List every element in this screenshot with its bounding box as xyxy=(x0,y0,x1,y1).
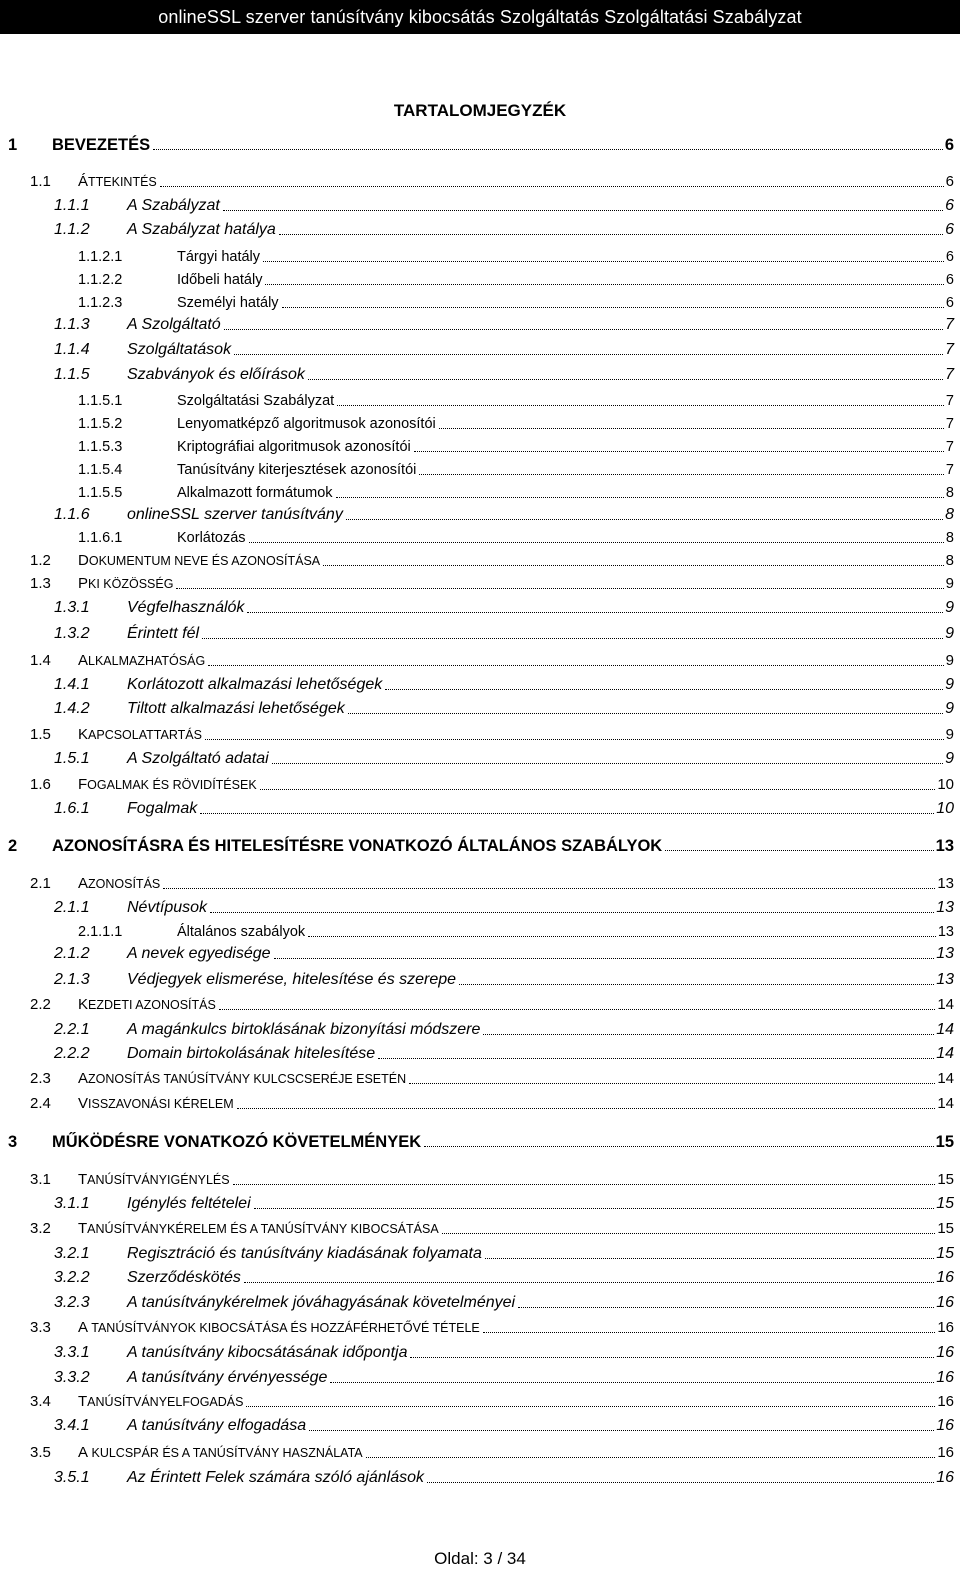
toc-entry[interactable] xyxy=(78,483,954,503)
toc-dot-leader xyxy=(424,1146,934,1147)
toc-dot-leader xyxy=(265,284,943,285)
toc-entry-number: 1.1.6.1 xyxy=(78,530,123,546)
toc-entry-page: 16 xyxy=(937,1393,954,1410)
toc-entry-title: Tárgyi hatály xyxy=(177,249,261,265)
toc-entry[interactable] xyxy=(30,172,954,192)
toc-entry[interactable] xyxy=(54,1194,954,1214)
toc-entry-title: A Szolgáltató xyxy=(127,316,221,333)
toc-entry[interactable] xyxy=(30,551,954,571)
toc-entry-title: Végfelhasználók xyxy=(127,599,245,616)
toc-entry-number: 2.4 xyxy=(30,1095,51,1112)
toc-entry-number: 2.3 xyxy=(30,1070,51,1087)
toc-dot-leader xyxy=(485,1258,934,1259)
toc-entry-title: Alkalmazott formátumok xyxy=(177,485,333,501)
toc-dot-leader xyxy=(427,1482,934,1483)
toc-entry-number: 3.3.2 xyxy=(54,1369,90,1386)
toc-entry-number: 1.1.6 xyxy=(54,506,90,523)
toc-entry-number: 2.1.2 xyxy=(54,945,90,962)
toc-entry-number: 1.4.2 xyxy=(54,700,90,717)
toc-entry[interactable] xyxy=(30,1392,954,1412)
toc-entry[interactable] xyxy=(78,414,954,434)
toc-entry-title: A magánkulcs birtoklásának bizonyítási módszere xyxy=(127,1021,481,1038)
toc-dot-leader xyxy=(378,1058,934,1059)
toc-entry-title: Érintett fél xyxy=(127,625,200,642)
toc-entry-number: 3.5.1 xyxy=(54,1469,90,1486)
toc-entry-title: Fogalmak xyxy=(127,800,198,817)
toc-entry-page: 6 xyxy=(945,272,954,288)
toc-dot-leader xyxy=(233,1184,936,1185)
toc-entry[interactable] xyxy=(54,624,954,644)
toc-dot-leader xyxy=(263,261,944,262)
toc-dot-leader xyxy=(518,1307,934,1308)
toc-entry[interactable] xyxy=(54,944,954,964)
toc-entry[interactable] xyxy=(30,1219,954,1239)
toc-entry[interactable] xyxy=(54,1268,954,1288)
toc-entry[interactable] xyxy=(54,699,954,719)
toc-entry-number: 3.2.3 xyxy=(54,1294,90,1311)
toc-entry[interactable] xyxy=(8,1132,954,1152)
toc-entry-title: MŰKÖDÉSRE VONATKOZÓ KÖVETELMÉNYEK xyxy=(52,1133,422,1151)
toc-entry-title: Kriptográfiai algoritmusok azonosítói xyxy=(177,439,411,455)
toc-entry-title: Igénylés feltételei xyxy=(127,1195,251,1212)
toc-entry-page: 15 xyxy=(936,1245,954,1262)
toc-entry-number: 2.1.1.1 xyxy=(78,924,123,940)
toc-entry-page: 9 xyxy=(945,652,954,669)
toc-entry-number: 1.1.4 xyxy=(54,341,90,358)
toc-entry-number: 1.1.5.4 xyxy=(78,462,123,478)
toc-entry-title: ÁTTEKINTÉS xyxy=(78,173,157,190)
document-header-title: onlineSSL szerver tanúsítvány kibocsátás Szolgáltatás Szolgáltatási Szabályzat xyxy=(158,6,802,27)
toc-entry[interactable] xyxy=(54,220,954,240)
toc-dot-leader xyxy=(210,912,934,913)
toc-entry-title: KEZDETI AZONOSÍTÁS xyxy=(78,996,216,1013)
toc-entry[interactable] xyxy=(54,598,954,618)
toc-entry-number: 2.2.2 xyxy=(54,1045,90,1062)
toc-entry[interactable] xyxy=(54,799,954,819)
toc-entry-page: 6 xyxy=(945,197,954,214)
toc-entry[interactable] xyxy=(30,995,954,1015)
toc-dot-leader xyxy=(665,850,933,851)
toc-entry[interactable] xyxy=(54,1020,954,1040)
toc-entry-page: 16 xyxy=(937,1319,954,1336)
toc-entry-page: 6 xyxy=(945,173,954,190)
toc-dot-leader xyxy=(208,665,943,666)
toc-entry-page: 16 xyxy=(936,1469,954,1486)
toc-dot-leader xyxy=(308,936,936,937)
toc-entry-page: 16 xyxy=(937,1444,954,1461)
toc-entry[interactable] xyxy=(54,1244,954,1264)
toc-entry[interactable] xyxy=(78,460,954,480)
toc-entry-title: Szabványok és előírások xyxy=(127,366,305,383)
toc-entry-number: 3.3.1 xyxy=(54,1344,90,1361)
document-header xyxy=(0,0,960,34)
toc-entry-title: A tanúsítvány kibocsátásának időpontja xyxy=(127,1344,408,1361)
toc-entry-number: 1.1 xyxy=(30,173,51,190)
toc-entry-title: Szolgáltatások xyxy=(127,341,232,358)
toc-entry-number: 3.2.1 xyxy=(54,1245,90,1262)
toc-entry[interactable] xyxy=(78,270,954,290)
page-number: Oldal: 3 / 34 xyxy=(434,1549,526,1568)
toc-entry-title: Regisztráció és tanúsítvány kiadásának folyamata xyxy=(127,1245,482,1262)
toc-entry-title: A tanúsítvány elfogadása xyxy=(127,1417,307,1434)
toc-dot-leader xyxy=(219,1009,936,1010)
toc-entry-page: 8 xyxy=(945,485,954,501)
toc-entry-page: 15 xyxy=(937,1171,954,1188)
toc-entry-number: 3.4 xyxy=(30,1393,51,1410)
toc-entry-page: 16 xyxy=(936,1369,954,1386)
toc-entry-page: 7 xyxy=(945,316,954,333)
toc-entry-page: 9 xyxy=(945,575,954,592)
toc-entry-page: 8 xyxy=(945,530,954,546)
toc-entry-number: 1.1.5.2 xyxy=(78,416,123,432)
toc-entry-title: A nevek egyedisége xyxy=(127,945,271,962)
toc-entry[interactable] xyxy=(54,196,954,216)
toc-entry-number: 1.3.1 xyxy=(54,599,90,616)
toc-entry-title: AZONOSÍTÁS TANÚSÍTVÁNY KULCSCSERÉJE ESETÉN xyxy=(78,1070,407,1087)
toc-entry-number: 1.2 xyxy=(30,552,51,569)
toc-entry-page: 14 xyxy=(936,1045,954,1062)
toc-entry[interactable] xyxy=(8,135,954,155)
toc-entry-title: Tanúsítvány kiterjesztések azonosítói xyxy=(177,462,417,478)
toc-entry-title: KAPCSOLATTARTÁS xyxy=(78,726,202,743)
toc-entry-title: ALKALMAZHATÓSÁG xyxy=(78,652,206,669)
toc-entry-title: Szolgáltatási Szabályzat xyxy=(177,393,335,409)
toc-entry-page: 6 xyxy=(944,136,954,154)
toc-entry-page: 7 xyxy=(945,462,954,478)
toc-entry-page: 15 xyxy=(937,1220,954,1237)
toc-entry-number: 2 xyxy=(8,837,18,855)
toc-entry-page: 9 xyxy=(945,700,954,717)
toc-entry-page: 7 xyxy=(945,416,954,432)
toc-dot-leader xyxy=(410,1357,934,1358)
toc-title: TARTALOMJEGYZÉK xyxy=(393,101,567,120)
toc-dot-leader xyxy=(234,354,943,355)
toc-entry-number: 1.1.3 xyxy=(54,316,90,333)
toc-entry[interactable] xyxy=(8,836,954,856)
toc-dot-leader xyxy=(205,739,944,740)
toc-entry-page: 15 xyxy=(935,1133,954,1151)
toc-entry-page: 15 xyxy=(936,1195,954,1212)
toc-entry[interactable] xyxy=(54,1468,954,1488)
toc-dot-leader xyxy=(366,1457,936,1458)
toc-entry-title: onlineSSL szerver tanúsítvány xyxy=(127,506,343,523)
toc-entry-number: 1.4 xyxy=(30,652,51,669)
toc-dot-leader xyxy=(153,149,943,150)
toc-entry[interactable] xyxy=(30,1318,954,1338)
toc-entry[interactable] xyxy=(54,365,954,385)
toc-entry-page: 16 xyxy=(936,1344,954,1361)
toc-dot-leader xyxy=(163,888,935,889)
toc-entry-page: 9 xyxy=(945,625,954,642)
toc-entry-number: 3.1 xyxy=(30,1171,51,1188)
toc-entry-title: FOGALMAK ÉS RÖVIDÍTÉSEK xyxy=(78,776,257,793)
toc-entry-number: 3.4.1 xyxy=(54,1417,90,1434)
toc-entry-number: 3.1.1 xyxy=(54,1195,90,1212)
toc-entry-number: 1 xyxy=(8,136,18,154)
toc-dot-leader xyxy=(483,1034,934,1035)
toc-entry-page: 13 xyxy=(937,924,954,940)
toc-dot-leader xyxy=(308,379,943,380)
toc-entry-number: 1.1.5.1 xyxy=(78,393,123,409)
toc-entry-number: 2.2 xyxy=(30,996,51,1013)
toc-entry-page: 6 xyxy=(945,221,954,238)
toc-entry[interactable] xyxy=(30,1069,954,1089)
toc-entry-number: 1.1.5.5 xyxy=(78,485,123,501)
toc-entry-title: Korlátozás xyxy=(177,530,246,546)
toc-entry-page: 9 xyxy=(945,726,954,743)
toc-entry-number: 1.1.1 xyxy=(54,197,90,214)
toc-dot-leader xyxy=(202,638,943,639)
toc-entry-page: 14 xyxy=(937,1095,954,1112)
toc-dot-leader xyxy=(439,428,944,429)
toc-entry-page: 7 xyxy=(945,341,954,358)
toc-dot-leader xyxy=(419,474,944,475)
toc-entry-title: TANÚSÍTVÁNYIGÉNYLÉS xyxy=(78,1171,230,1188)
toc-entry[interactable] xyxy=(54,315,954,335)
toc-entry-title: A Szolgáltató adatai xyxy=(127,750,269,767)
toc-entry-title: TANÚSÍTVÁNYELFOGADÁS xyxy=(78,1393,244,1410)
toc-entry-title: AZONOSÍTÁS xyxy=(78,875,161,892)
toc-entry[interactable] xyxy=(54,749,954,769)
toc-dot-leader xyxy=(237,1108,936,1109)
toc-entry-page: 16 xyxy=(936,1269,954,1286)
toc-entry[interactable] xyxy=(30,574,954,594)
toc-dot-leader xyxy=(414,451,944,452)
toc-entry-title: Tiltott alkalmazási lehetőségek xyxy=(127,700,345,717)
toc-entry-number: 1.1.5.3 xyxy=(78,439,123,455)
toc-entry-number: 1.1.2.1 xyxy=(78,249,123,265)
toc-entry-page: 13 xyxy=(936,971,954,988)
toc-entry-title: A Szabályzat xyxy=(127,197,220,214)
toc-dot-leader xyxy=(409,1083,935,1084)
toc-entry-title: Domain birtokolásának hitelesítése xyxy=(127,1045,376,1062)
toc-dot-leader xyxy=(160,186,944,187)
toc-dot-leader xyxy=(274,958,935,959)
toc-entry-title: Szerződéskötés xyxy=(127,1269,241,1286)
toc-dot-leader xyxy=(249,542,944,543)
toc-entry-page: 7 xyxy=(945,393,954,409)
toc-entry-page: 6 xyxy=(945,295,954,311)
toc-entry[interactable] xyxy=(30,1170,954,1190)
toc-entry-title: DOKUMENTUM NEVE ÉS AZONOSÍTÁSA xyxy=(78,552,321,569)
toc-entry[interactable] xyxy=(54,1293,954,1313)
toc-dot-leader xyxy=(346,519,943,520)
toc-entry-number: 1.1.2.2 xyxy=(78,272,123,288)
toc-entry[interactable] xyxy=(78,391,954,411)
toc-dot-leader xyxy=(244,1282,934,1283)
toc-entry-number: 3.3 xyxy=(30,1319,51,1336)
toc-entry-page: 13 xyxy=(936,899,954,916)
toc-entry[interactable] xyxy=(54,675,954,695)
toc-entry-title: A KULCSPÁR ÉS A TANÚSÍTVÁNY HASZNÁLATA xyxy=(78,1444,363,1461)
toc-entry-page: 13 xyxy=(935,837,954,855)
toc-entry[interactable] xyxy=(78,528,954,548)
toc-entry-page: 14 xyxy=(937,996,954,1013)
toc-dot-leader xyxy=(279,234,943,235)
toc-dot-leader xyxy=(200,813,934,814)
toc-entry[interactable] xyxy=(30,775,954,795)
toc-entry-title: Lenyomatképző algoritmusok azonosítói xyxy=(177,416,436,432)
toc-entry-page: 10 xyxy=(936,800,954,817)
toc-entry-number: 1.4.1 xyxy=(54,676,90,693)
toc-dot-leader xyxy=(442,1233,936,1234)
toc-entry-title: Névtípusok xyxy=(127,899,208,916)
toc-dot-leader xyxy=(330,1382,934,1383)
toc-entry[interactable] xyxy=(30,725,954,745)
toc-entry-page: 7 xyxy=(945,366,954,383)
toc-entry-number: 3.5 xyxy=(30,1444,51,1461)
toc-dot-leader xyxy=(246,1406,935,1407)
toc-entry-title: A tanúsítványkérelmek jóváhagyásának követelményei xyxy=(127,1294,516,1311)
toc-entry[interactable] xyxy=(78,437,954,457)
toc-dot-leader xyxy=(223,210,943,211)
toc-entry-number: 1.6.1 xyxy=(54,800,90,817)
toc-entry[interactable] xyxy=(54,505,954,525)
toc-entry-page: 14 xyxy=(936,1021,954,1038)
toc-dot-leader xyxy=(337,405,944,406)
toc-entry[interactable] xyxy=(78,922,954,942)
toc-dot-leader xyxy=(176,588,943,589)
toc-entry-page: 8 xyxy=(945,552,954,569)
toc-entry-page: 13 xyxy=(936,945,954,962)
toc-entry-page: 16 xyxy=(936,1294,954,1311)
toc-entry-page: 13 xyxy=(937,875,954,892)
toc-entry[interactable] xyxy=(30,874,954,894)
toc-entry-number: 3 xyxy=(8,1133,18,1151)
toc-entry-title: Időbeli hatály xyxy=(177,272,263,288)
toc-entry-title: TANÚSÍTVÁNYKÉRELEM ÉS A TANÚSÍTVÁNY KIBOCSÁTÁSA xyxy=(78,1220,439,1237)
toc-dot-leader xyxy=(247,612,943,613)
toc-entry-number: 2.1.3 xyxy=(54,971,90,988)
toc-entry-number: 1.1.2.3 xyxy=(78,295,123,311)
toc-entry[interactable] xyxy=(54,898,954,918)
toc-entry[interactable] xyxy=(54,1343,954,1363)
toc-entry-number: 1.3.2 xyxy=(54,625,90,642)
toc-dot-leader xyxy=(282,307,944,308)
toc-entry-title: PKI KÖZÖSSÉG xyxy=(78,575,174,592)
toc-entry[interactable] xyxy=(78,293,954,313)
toc-entry[interactable] xyxy=(54,340,954,360)
toc-entry-title: Korlátozott alkalmazási lehetőségek xyxy=(127,676,383,693)
toc-entry-number: 2.1 xyxy=(30,875,51,892)
toc-entry-page: 10 xyxy=(937,776,954,793)
toc-entry[interactable] xyxy=(30,1094,954,1114)
toc-dot-leader xyxy=(459,984,934,985)
toc-dot-leader xyxy=(385,689,943,690)
toc-dot-leader xyxy=(254,1208,935,1209)
toc-dot-leader xyxy=(260,789,936,790)
toc-entry-title: A Szabályzat hatálya xyxy=(127,221,276,238)
toc-entry-number: 3.2 xyxy=(30,1220,51,1237)
toc-entry[interactable] xyxy=(30,651,954,671)
toc-entry-page: 9 xyxy=(945,750,954,767)
toc-dot-leader xyxy=(272,763,943,764)
toc-dot-leader xyxy=(483,1332,936,1333)
toc-dot-leader xyxy=(309,1430,934,1431)
toc-entry-title: Az Érintett Felek számára szóló ajánlások xyxy=(127,1469,425,1486)
toc-entry-title: Általános szabályok xyxy=(177,924,306,940)
toc-entry-page: 9 xyxy=(945,676,954,693)
toc-entry-page: 7 xyxy=(945,439,954,455)
toc-entry[interactable] xyxy=(54,970,954,990)
toc-entry-page: 16 xyxy=(936,1417,954,1434)
toc-entry-title: Védjegyek elismerése, hitelesítése és szerepe xyxy=(127,971,457,988)
toc-entry-title: A TANÚSÍTVÁNYOK KIBOCSÁTÁSA ÉS HOZZÁFÉRHETŐVÉ TÉTELE xyxy=(78,1319,480,1336)
toc-entry-page: 14 xyxy=(937,1070,954,1087)
toc-entry-title: VISSZAVONÁSI KÉRELEM xyxy=(78,1095,234,1112)
toc-entry-number: 1.1.5 xyxy=(54,366,90,383)
toc-dot-leader xyxy=(323,565,944,566)
toc-entry-page: 9 xyxy=(945,599,954,616)
toc-entry-number: 3.2.2 xyxy=(54,1269,90,1286)
toc-entry-number: 2.2.1 xyxy=(54,1021,90,1038)
toc-entry-title: Személyi hatály xyxy=(177,295,279,311)
toc-entry[interactable] xyxy=(54,1416,954,1436)
toc-entry-title: AZONOSÍTÁSRA ÉS HITELESÍTÉSRE VONATKOZÓ ÁLTALÁNOS SZABÁLYOK xyxy=(52,837,663,855)
toc-dot-leader xyxy=(224,329,943,330)
toc-entry-page: 6 xyxy=(945,249,954,265)
toc-entry[interactable] xyxy=(54,1368,954,1388)
toc-entry-title: A tanúsítvány érvényessége xyxy=(127,1369,328,1386)
toc-entry[interactable] xyxy=(30,1443,954,1463)
toc-entry-number: 2.1.1 xyxy=(54,899,90,916)
toc-entry[interactable] xyxy=(78,247,954,267)
toc-entry[interactable] xyxy=(54,1044,954,1064)
toc-entry-number: 1.5.1 xyxy=(54,750,90,767)
toc-entry-number: 1.5 xyxy=(30,726,51,743)
toc-dot-leader xyxy=(336,497,944,498)
toc-entry-number: 1.3 xyxy=(30,575,51,592)
toc-entry-number: 1.6 xyxy=(30,776,51,793)
toc-entry-number: 1.1.2 xyxy=(54,221,90,238)
toc-entry-page: 8 xyxy=(945,506,954,523)
toc-entry-title: BEVEZETÉS xyxy=(52,136,151,154)
toc-dot-leader xyxy=(348,713,943,714)
